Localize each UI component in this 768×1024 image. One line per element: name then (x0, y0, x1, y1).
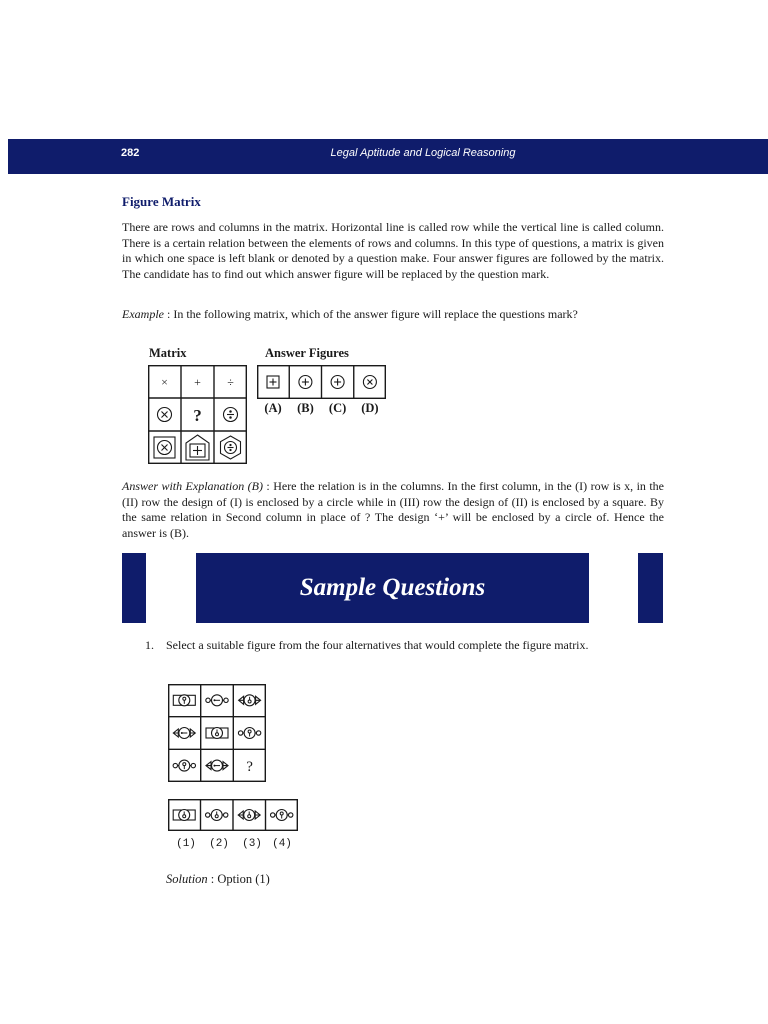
option-label-a: (A) (264, 401, 282, 415)
solution-text: : Option (1) (207, 872, 270, 886)
matrix-cell-plus: + (194, 375, 201, 389)
q-cell-r2c3-icon (238, 728, 260, 739)
example-matrix (148, 365, 247, 464)
running-title: Legal Aptitude and Logical Reasoning (330, 147, 516, 159)
page-number: 282 (121, 147, 140, 159)
matrix-cell-divide: ÷ (227, 375, 234, 389)
matrix-cell-times: × (161, 375, 168, 389)
option-label-d: (D) (361, 401, 379, 415)
option-label-b: (B) (297, 401, 314, 415)
q-option-2-icon (206, 810, 228, 821)
q-option-label-2: (2) (209, 838, 229, 850)
answer-b-circled-plus-icon (299, 376, 312, 389)
q-option-label-3: (3) (242, 838, 262, 850)
q-cell-r1c3-icon (239, 695, 261, 706)
answer-c-circled-plus-icon (331, 376, 344, 389)
explanation-label: Answer with Explanation (B) (122, 479, 263, 493)
q-cell-r3c1-icon (173, 760, 195, 771)
answer-figures-label: Answer Figures (265, 346, 349, 360)
example-label: Example (122, 307, 164, 321)
answer-a-squared-plus-icon (267, 376, 279, 388)
question-answer-option-labels (168, 834, 298, 850)
sample-questions-banner (196, 553, 589, 623)
intro-paragraph: There are rows and columns in the matrix. Horizontal line is called row while the vertical line is called column. There is a certain relation between the elements of rows and columns. In this type of questions, a matrix is given in which one space is left blank or denoted by a question make. Four answer figures are followed by the matrix. The candidate has to find out which answer figure will be replaced by the question mark. (122, 220, 664, 281)
q-cell-r1c2-icon (206, 695, 228, 706)
q-cell-r3c2-icon (206, 760, 228, 771)
solution-line (166, 872, 270, 887)
section-heading: Figure Matrix (122, 194, 201, 209)
circled-divide-icon (224, 408, 238, 422)
q-cell-r1c1-icon (173, 695, 195, 706)
hexagon-circled-divide-icon (221, 436, 241, 459)
banner-title: Sample Questions (299, 574, 486, 601)
explanation-paragraph (122, 479, 664, 541)
question-answer-figures (168, 799, 298, 831)
matrix-question-mark: ? (193, 406, 202, 425)
example-text: : In the following matrix, which of the answer figure will replace the questions mark? (163, 307, 578, 321)
q-cell-r2c2-icon (206, 728, 228, 739)
question-number: 1. (145, 638, 154, 652)
answer-d-circled-times-icon (363, 376, 376, 389)
example-answer-figures (257, 365, 386, 399)
q-option-label-4: (4) (272, 838, 292, 850)
squared-circled-times-icon (154, 437, 175, 458)
question-text: Select a suitable figure from the four alternatives that would complete the figure matrix. (166, 638, 589, 652)
page-header-band (8, 139, 768, 174)
q-option-3-icon (238, 810, 260, 821)
explanation-text: : Here the relation is in the columns. In the first column, in the (I) row is x, in the (II) row the design of (I) is enclosed by a circle while in (III) row the design of (II) is enclosed by a square. By the same relation in Second column in place of ? The design ‘+’ will be enclosed by a circle of. Hence the answer is (B). (122, 479, 665, 540)
q-option-1-icon (173, 810, 195, 821)
circled-times-icon (158, 408, 172, 422)
option-label-c: (C) (328, 401, 347, 415)
example-paragraph (122, 307, 664, 323)
q-option-label-1: (1) (176, 838, 196, 850)
q-cell-r2c1-icon (173, 728, 195, 739)
example-answer-option-labels (257, 399, 386, 415)
matrix-label: Matrix (149, 346, 187, 360)
question-matrix (168, 684, 266, 782)
solution-label: Solution (166, 872, 208, 886)
house-square-plus-icon (186, 435, 209, 460)
banner-left-block (122, 553, 146, 623)
question-matrix-question-mark: ? (246, 759, 253, 775)
q-option-4-icon (271, 810, 293, 821)
banner-right-block (638, 553, 663, 623)
